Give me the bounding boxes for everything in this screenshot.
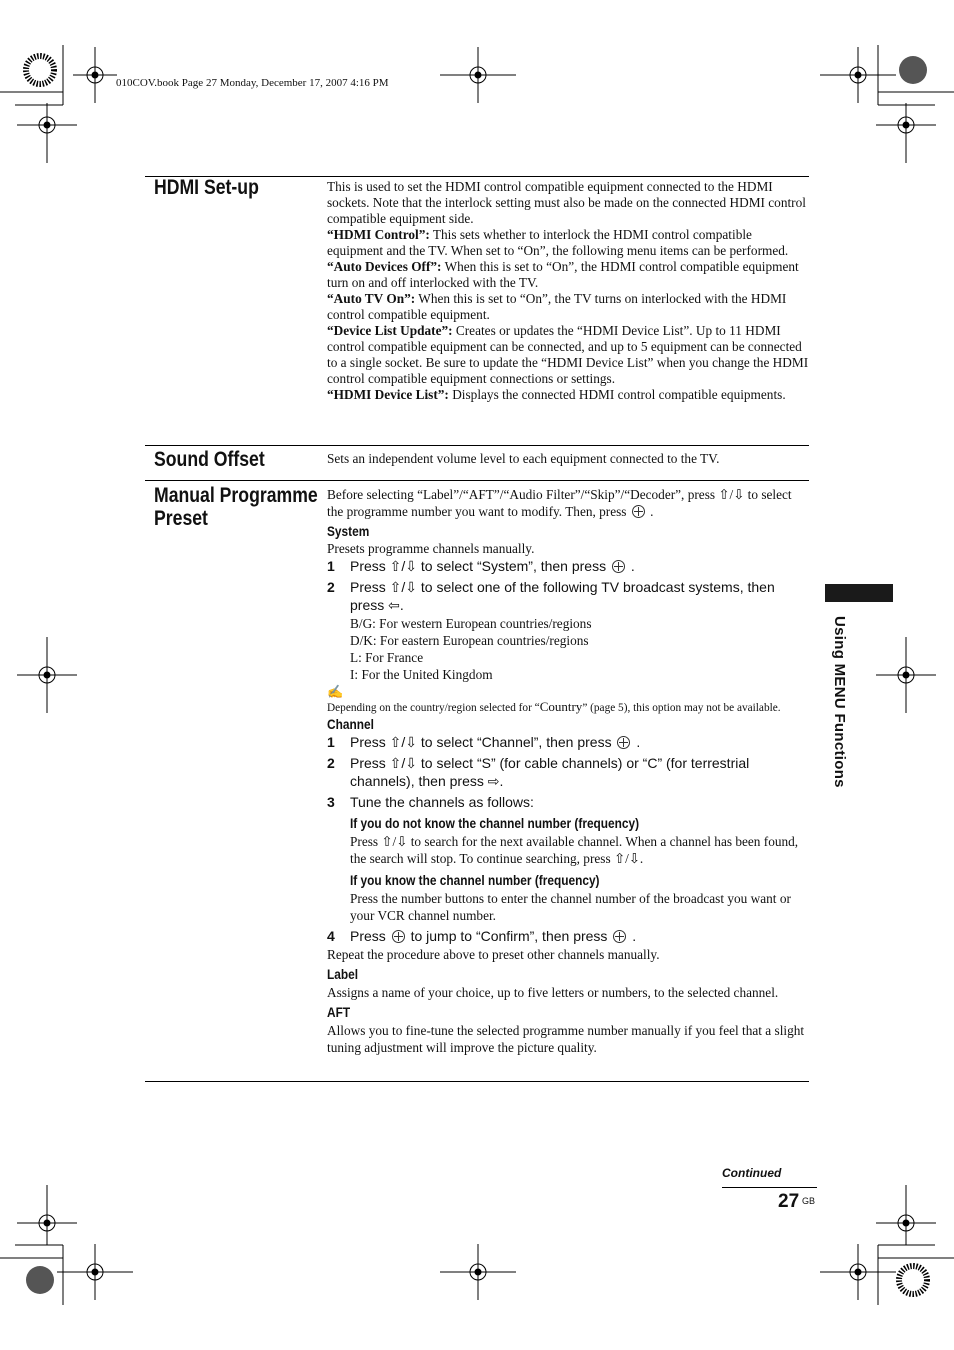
table-rule [145,480,809,481]
section-title-sound-offset: Sound Offset [154,448,265,471]
table-rule [145,445,809,446]
label-text: Assigns a name of your choice, up to five letters or numbers, to the selected channel. [327,985,779,1000]
channel-known-text: Press the number buttons to enter the channel number of the broadcast you want or your VCR channel number. [350,891,791,923]
section-title-manual-preset: Manual Programme Preset [154,484,318,530]
hdmi-item: “HDMI Control”: This sets whether to interlock the HDMI control compatible equipment and the TV. When set to “On”, the following menu items can be performed. [327,227,789,258]
enter-button-icon [613,930,626,943]
channel-step: 1 Press ⇧/⇩ to select “Channel”, then press . [327,734,641,750]
hdmi-item: “Device List Update”: Creates or updates the “HDMI Device List”. Up to 11 HDMI control compatible equipment can be connected, and up to 5 equipment can be connected to a single socket. Be sure to update the “HDMI Device List” when you change the HDMI control compatible equipment connections or settings. [327,323,809,386]
hdmi-item: “HDMI Device List”: Displays the connected HDMI control compatible equipments. [327,387,786,402]
hdmi-item: “Auto TV On”: When this is set to “On”, the TV turns on interlocked with the HDMI control compatible equipment. [327,291,787,322]
channel-step: 3 Tune the channels as follows: [327,794,534,810]
section-title-hdmi: HDMI Set-up [154,176,259,199]
section-body-sound-offset [327,451,809,467]
aft-text: Allows you to fine-tune the selected programme number manually if you feel that a slight tuning adjustment will improve the picture quality. [327,1023,805,1055]
continued-label: Continued [722,1166,782,1180]
system-step: 2 Press ⇧/⇩ to select one of the following TV broadcast systems, then press ⇦. [327,579,775,613]
system-desc: Presets programme channels manually. [327,541,535,556]
note-icon: ✍ [327,684,344,699]
aft-heading: AFT [327,1005,351,1020]
page-suffix: GB [802,1196,816,1206]
system-option: L: For France [350,650,424,665]
system-option: B/G: For western European countries/regions [350,616,592,631]
section-body-hdmi [327,179,809,403]
side-tab-bar [825,584,893,602]
section-body-manual-preset [327,486,809,1056]
system-note: Depending on the country/region selected for “Country” (page 5), this option may not be available. [327,699,781,714]
channel-repeat: Repeat the procedure above to preset other channels manually. [327,947,660,962]
hdmi-intro: This is used to set the HDMI control compatible equipment connected to the HDMI sockets. Note that the interlock setting must also be made on the connected HDMI control compatible equipment side. [327,179,806,226]
footer-rule [722,1187,817,1188]
channel-step: 2 Press ⇧/⇩ to select “S” (for cable channels) or “C” (for terrestrial channels), then press ⇨. [327,755,750,789]
system-step: 1 Press ⇧/⇩ to select “System”, then press . [327,558,635,574]
channel-unknown-heading: If you do not know the channel number (frequency) [350,816,640,831]
enter-button-icon [632,505,645,518]
table-bottom-rule [145,1081,809,1082]
hdmi-item: “Auto Devices Off”: When this is set to “On”, the HDMI control compatible equipment turn on and off interlocked with the TV. [327,259,799,290]
enter-button-icon [617,736,630,749]
channel-unknown-text: Press ⇧/⇩ to search for the next available channel. When a channel has been found, the search will stop. To continue searching, press ⇧/⇩. [350,834,799,866]
system-option: I: For the United Kingdom [350,667,493,682]
book-info-header: 010COV.book Page 27 Monday, December 17, 2007 4:16 PM [116,77,389,89]
manual-intro: Before selecting “Label”/“AFT”/“Audio Filter”/“Skip”/“Decoder”, press ⇧/⇩ to select the programme number you want to modify. Then, press . [327,487,792,519]
page-number: 27 [778,1191,800,1212]
channel-known-heading: If you know the channel number (frequency) [350,873,600,888]
sound-offset-text: Sets an independent volume level to each equipment connected to the TV. [327,451,720,466]
channel-step: 4 Press to jump to “Confirm”, then press . [327,928,637,944]
enter-button-icon [612,560,625,573]
channel-heading: Channel [327,717,374,732]
label-heading: Label [327,967,359,982]
system-option: D/K: For eastern European countries/regions [350,633,589,648]
enter-button-icon [392,930,405,943]
system-options [327,615,809,683]
system-heading: System [327,524,370,539]
